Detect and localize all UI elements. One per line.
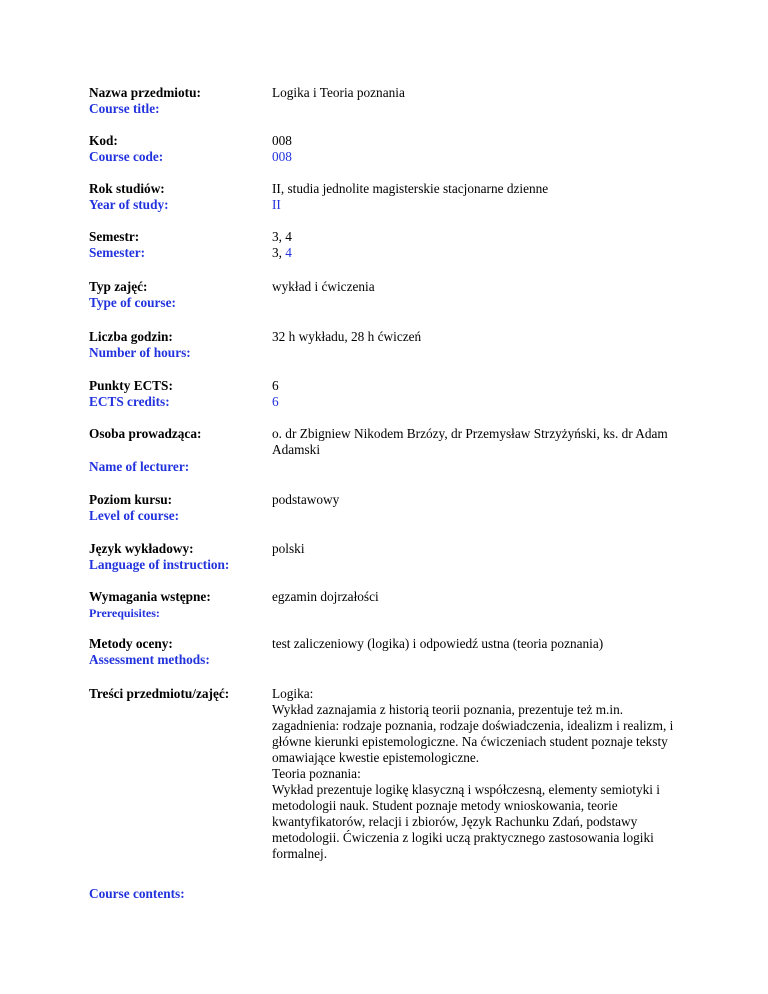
course-code-value-en: 008 (272, 149, 292, 164)
ects-label-en: ECTS credits: (89, 394, 170, 409)
course-code-value: 008 (272, 133, 292, 148)
contents-paragraph-2: Wykład prezentuje logikę klasyczną i współczesną, elementy semiotyki i metodologii nauk. Student poznaje metody wnioskowania, teorie kwantyfikatorów, relacji i zbiorów, Język Rachunku Zdań, podstawy metodologii. Ćwiczenia z logiki uczą praktycznego zastosowania logiki formalnej. (272, 782, 661, 861)
language-label-en: Language of instruction: (89, 557, 230, 572)
course-code-label-en: Course code: (89, 149, 164, 164)
course-contents-label-pl: Treści przedmiotu/zajęć: (89, 686, 230, 701)
course-code-label-pl: Kod: (89, 133, 118, 148)
course-contents-row (89, 686, 709, 916)
semester-value-en-first: 3, (272, 245, 286, 260)
ects-label-pl: Punkty ECTS: (89, 378, 173, 393)
semester-label-en: Semester: (89, 245, 146, 260)
level-label-pl: Poziom kursu: (89, 492, 173, 507)
level-value: podstawowy (272, 492, 340, 507)
lecturer-label-pl: Osoba prowadząca: (89, 426, 202, 441)
level-label-en: Level of course: (89, 508, 180, 523)
course-contents-label-en: Course contents: (89, 886, 185, 901)
number-of-hours-value: 32 h wykładu, 28 h ćwiczeń (272, 329, 422, 344)
course-title-value: Logika i Teoria poznania (272, 85, 405, 100)
ects-value-en: 6 (272, 394, 279, 409)
assessment-label-en: Assessment methods: (89, 652, 210, 667)
prerequisites-label-en: Prerequisites: (89, 606, 160, 620)
lecturer-label-en: Name of lecturer: (89, 459, 190, 474)
year-of-study-label-pl: Rok studiów: (89, 181, 165, 196)
number-of-hours-label-en: Number of hours: (89, 345, 191, 360)
semester-label-pl: Semestr: (89, 229, 140, 244)
type-of-course-label-en: Type of course: (89, 295, 176, 310)
semester-value: 3, 4 (272, 229, 292, 244)
type-of-course-value: wykład i ćwiczenia (272, 279, 375, 294)
semester-value-en-second: 4 (285, 245, 292, 260)
assessment-value: test zaliczeniowy (logika) i odpowiedź ustna (teoria poznania) (272, 636, 604, 651)
number-of-hours-label-pl: Liczba godzin: (89, 329, 173, 344)
assessment-label-pl: Metody oceny: (89, 636, 173, 651)
type-of-course-label-pl: Typ zajęć: (89, 279, 148, 294)
contents-heading-logika: Logika: (272, 686, 314, 701)
prerequisites-value: egzamin dojrzałości (272, 589, 379, 604)
year-of-study-value-en: II (272, 197, 281, 212)
course-title-label-pl: Nazwa przedmiotu: (89, 85, 201, 100)
year-of-study-label-en: Year of study: (89, 197, 169, 212)
semester-value-en (272, 245, 692, 261)
year-of-study-value: II, studia jednolite magisterskie stacjonarne dzienne (272, 181, 549, 196)
course-title-label-en: Course title: (89, 101, 160, 116)
ects-value: 6 (272, 378, 279, 393)
language-value: polski (272, 541, 305, 556)
lecturer-value: o. dr Zbigniew Nikodem Brzózy, dr Przemysław Strzyżyński, ks. dr Adam Adamski (272, 426, 668, 457)
contents-heading-teoria: Teoria poznania: (272, 766, 361, 781)
prerequisites-label-pl: Wymagania wstępne: (89, 589, 211, 604)
contents-paragraph-1: Wykład zaznajamia z historią teorii poznania, prezentuje też m.in. zagadnienia: rodzaje poznania, rodzaje doświadczenia, idealizm i realizm, i główne kierunki epistemologiczne. Na ćwiczeniach student poznaje teksty omawiające kwestie epistemologiczne. (272, 702, 674, 765)
language-label-pl: Język wykładowy: (89, 541, 194, 556)
